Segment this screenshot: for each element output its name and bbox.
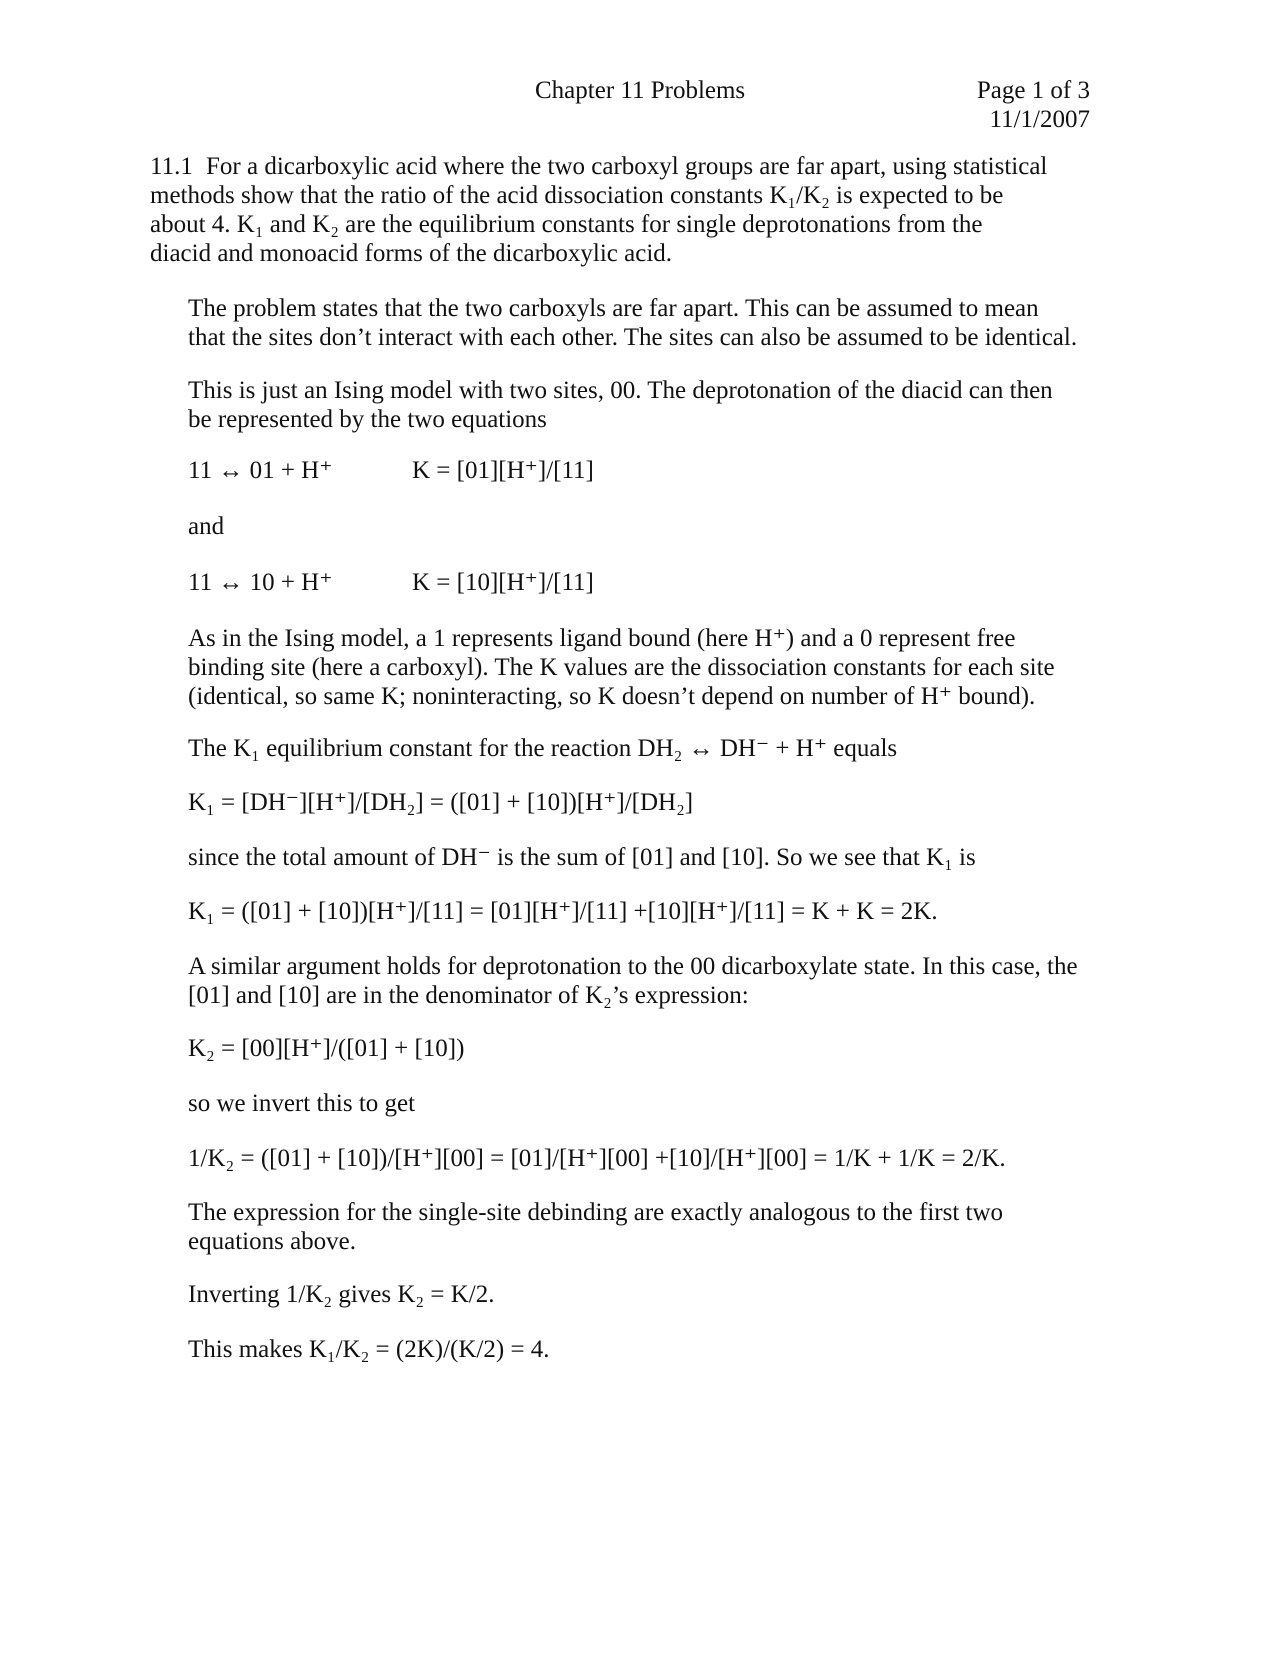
paragraph-assumptions (188, 294, 1088, 352)
equation-k2-definition: K₂ = [00][H⁺]/([01] + [10]) (188, 1035, 465, 1062)
problem-number: 11.1 (150, 153, 193, 180)
paragraph-line: The problem states that the two carboxyls are far apart. This can be assumed to mean (188, 295, 1039, 322)
equation-reaction: 11 ↔ 01 + H⁺ (188, 457, 333, 484)
page-date: 11/1/2007 (989, 106, 1090, 133)
chapter-title: Chapter 11 Problems (535, 77, 746, 104)
problem-line: diacid and monoacid forms of the dicarboxylic acid. (150, 240, 673, 267)
paragraph-similar-argument (188, 952, 1088, 1010)
page-number: Page 1 of 3 (976, 77, 1090, 104)
paragraph-line: that the sites don’t interact with each other. The sites can also be assumed to be identical. (188, 324, 1078, 351)
paragraph-k1-reaction: The K₁ equilibrium constant for the reaction DH₂ ↔ DH⁻ + H⁺ equals (188, 735, 898, 762)
equation-constant: K = [01][H⁺]/[11] (412, 457, 594, 484)
page-header (0, 76, 1280, 136)
problem-line: about 4. K₁ and K₂ are the equilibrium constants for single deprotonations from the (150, 211, 983, 238)
page-info (977, 76, 1090, 134)
equation-inverse-k2: 1/K₂ = ([01] + [10])/[H⁺][00] = [01]/[H⁺][00] +[10]/[H⁺][00] = 1/K + 1/K = 2/K. (188, 1145, 1006, 1172)
conjunction-and: and (188, 513, 225, 540)
paragraph-conclusion: This makes K₁/K₂ = (2K)/(K/2) = 4. (188, 1336, 550, 1363)
paragraph-ligand-bound (188, 624, 1088, 711)
paragraph-line: [01] and [10] are in the denominator of K₂’s expression: (188, 982, 749, 1009)
paragraph-line: be represented by the two equations (188, 406, 547, 433)
paragraph-ising-model (188, 376, 1088, 434)
paragraph-total-amount: since the total amount of DH⁻ is the sum of [01] and [10]. So we see that K₁ is (188, 844, 976, 871)
paragraph-analogous (188, 1198, 1088, 1256)
problem-line: methods show that the ratio of the acid dissociation constants K₁/K₂ is expected to be (150, 182, 1004, 209)
paragraph-invert: so we invert this to get (188, 1090, 416, 1117)
paragraph-line: (identical, so same K; noninteracting, so K doesn’t depend on number of H⁺ bound). (188, 683, 1036, 710)
equation-1 (188, 456, 1088, 485)
problem-statement (150, 152, 1128, 268)
equation-reaction: 11 ↔ 10 + H⁺ (188, 569, 333, 596)
paragraph-line: A similar argument holds for deprotonation to the 00 dicarboxylate state. In this case, the (188, 953, 1078, 980)
equation-k1-result: K₁ = ([01] + [10])[H⁺]/[11] = [01][H⁺]/[11] +[10][H⁺]/[11] = K + K = 2K. (188, 898, 938, 925)
problem-line: For a dicarboxylic acid where the two carboxyl groups are far apart, using statistical (206, 153, 1048, 180)
paragraph-inverting: Inverting 1/K₂ gives K₂ = K/2. (188, 1281, 495, 1308)
paragraph-line: This is just an Ising model with two sites, 00. The deprotonation of the diacid can then (188, 377, 1053, 404)
paragraph-line: binding site (here a carboxyl). The K values are the dissociation constants for each site (188, 654, 1055, 681)
paragraph-line: equations above. (188, 1228, 357, 1255)
equation-constant: K = [10][H⁺]/[11] (412, 569, 594, 596)
paragraph-line: The expression for the single-site debinding are exactly analogous to the first two (188, 1199, 1004, 1226)
paragraph-line: As in the Ising model, a 1 represents ligand bound (here H⁺) and a 0 represent free (188, 625, 1016, 652)
equation-k1-definition: K₁ = [DH⁻][H⁺]/[DH₂] = ([01] + [10])[H⁺]/[DH₂] (188, 789, 694, 816)
equation-2 (188, 568, 1088, 597)
